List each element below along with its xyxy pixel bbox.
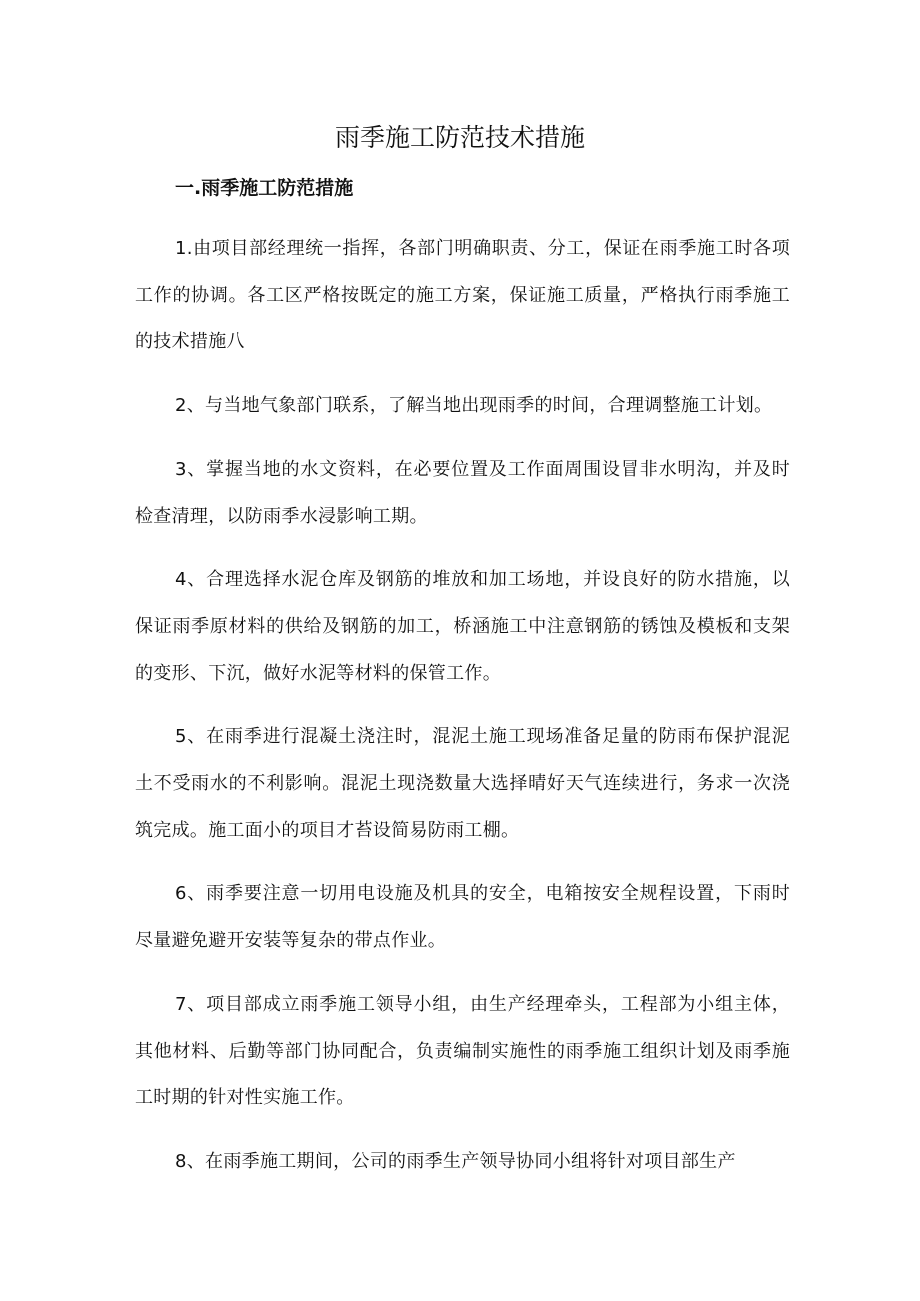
paragraph-3: 3、掌握当地的水文资料，在必要位置及工作面周围设冒非水明沟，并及时检查清理，以防雨季水浸影响工期。 [135,458,790,527]
paragraph-1: 1.由项目部经理统一指挥，各部门明确职责、分工，保证在雨季施工时各项工作的协调。各工区严格按既定的施工方案，保证施工质量，严格执行雨季施工的技术措施八 [135,238,790,353]
paragraph-2: 2、与当地气象部门联系，了解当地出现雨季的时间，合理调整施工计划。 [175,395,773,417]
paragraph-7: 7、项目部成立雨季施工领导小组，由生产经理牵头，工程部为小组主体，其他材料、后勤等部门协同配合，负责编制实施性的雨季施工组织计划及雨季施工时期的针对性实施工作。 [135,993,790,1109]
section-heading: 一.雨季施工防范措施 [175,177,354,199]
paragraph-6: 6、雨季要注意一切用电设施及机具的安全，电箱按安全规程设置，下雨时尽量避免避开安装等复杂的带点作业。 [135,883,790,952]
paragraph-5: 5、在雨季进行混凝土浇注时，混泥土施工现场准备足量的防雨布保护混泥土不受雨水的不利影响。混泥土现浇数量大选择晴好天气连续进行，务求一次浇筑完成。施工面小的项目才苔设简易防雨工棚。 [135,726,790,841]
paragraph-8: 8、在雨季施工期间，公司的雨季生产领导协同小组将针对项目部生产 [175,1150,736,1172]
document-body [135,168,790,1203]
paragraph-4: 4、合理选择水泥仓库及钢筋的堆放和加工场地，并设良好的防水措施，以保证雨季原材料的供给及钢筋的加工，桥涵施工中注意钢筋的锈蚀及模板和支架的变形、下沉，做好水泥等材料的保管工作。 [135,569,790,684]
page-title: 雨季施工防范技术措施 [334,123,585,152]
